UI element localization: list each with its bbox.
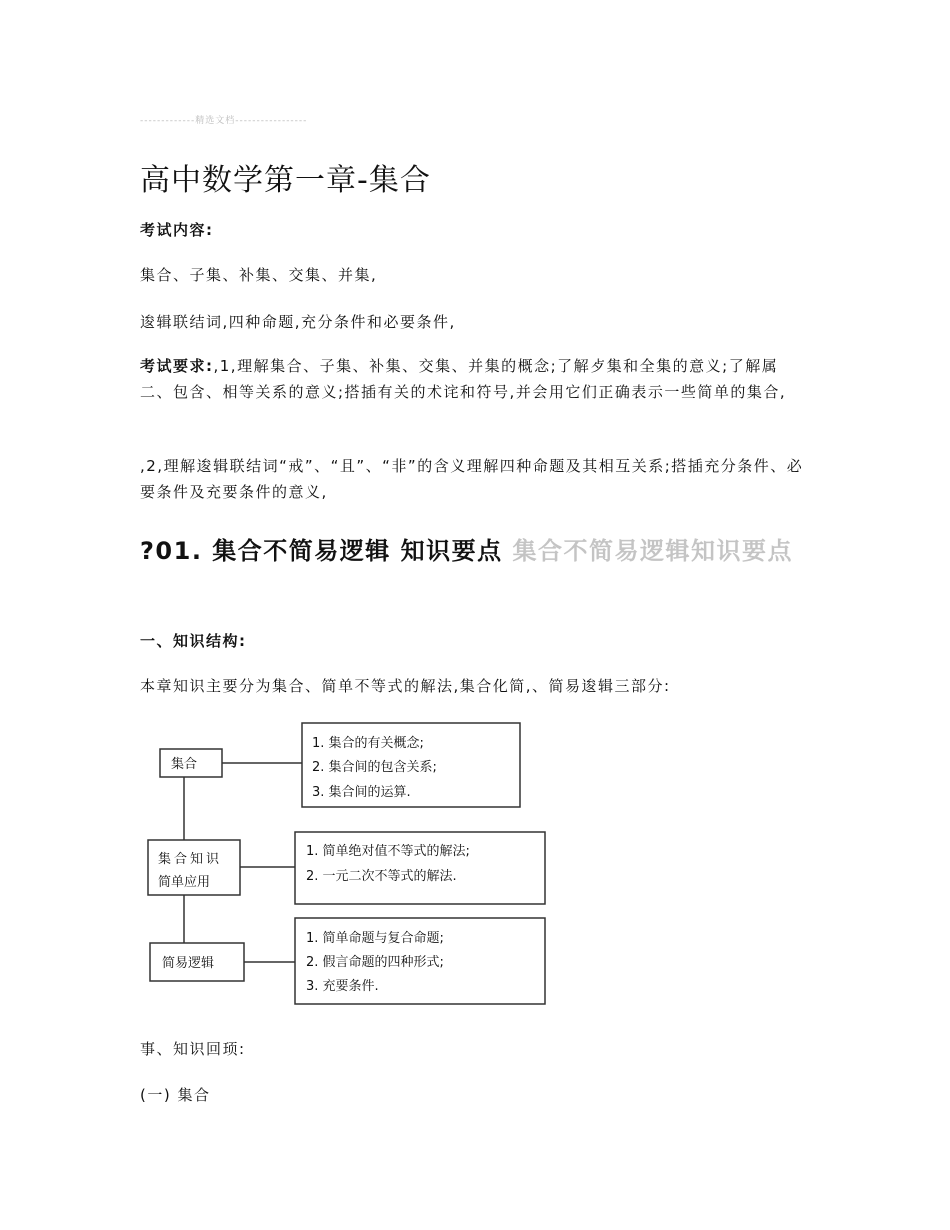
section-title-faded: 集合不简易逻辑知识要点 (512, 537, 794, 565)
diagram-box2-item2: 2. 一元二次不等式的解法. (306, 869, 457, 884)
exam-req-text: ,1,理解集合、子集、补集、交集、并集的概念;了解歺集和全集的意义;了解属二、包含、相等关系的意义;搭插有关的术诧和符号,并会用它们正确表示一些简单的集合, (140, 357, 787, 401)
exam-requirements (140, 353, 810, 405)
knowledge-review-heading: 事、知识回顼: (140, 1040, 246, 1058)
page-title: 高中数学第一章-集合 (140, 163, 431, 198)
diagram-box3-item2: 2. 假言命题的四种形式; (306, 955, 444, 970)
header-watermark: -------------精选文档----------------- (140, 116, 308, 126)
diagram-node-application-line2: 简单应用 (158, 875, 211, 890)
diagram-box2-item1: 1. 简单绝对值不等式的解法; (306, 844, 470, 859)
exam-req-label: 考试要求: (140, 357, 214, 375)
exam-content-label: 考试内容: (140, 221, 214, 239)
diagram-node-sets: 集合 (171, 757, 198, 772)
intro-paragraph: 本章知识主要分为集合、简单不等式的解法,集合化简,、简易逡辑三部分: (140, 677, 671, 695)
diagram-box1-item3: 3. 集合间的运算. (312, 785, 411, 800)
diagram-node-logic: 简易逻辑 (162, 956, 215, 971)
section-title: ?01. 集合不简易逻辑 知识要点 (140, 537, 503, 565)
knowledge-structure-heading: 一、知识结构: (140, 632, 247, 650)
knowledge-structure-diagram (140, 715, 560, 1015)
diagram-box-application (295, 832, 545, 904)
exam-content-line1: 集合、子集、补集、交集、并集, (140, 266, 378, 284)
diagram-box3-item3: 3. 充要条件. (306, 979, 379, 994)
diagram-box1-item2: 2. 集合间的包含关系; (312, 760, 437, 775)
section-heading (140, 530, 820, 572)
diagram-box1-item1: 1. 集合的有关概念; (312, 736, 424, 751)
exam-requirements-2: ,2,理解逡辑联结词“戒”、“且”、“非”的含义理解四种命题及其相互关系;搭插充分条件、必要条件及充要条件的意义, (140, 457, 804, 501)
subsection-sets: (一) 集合 (140, 1086, 211, 1104)
exam-content-line2: 逡辑联结词,四种命题,充分条件和必要条件, (140, 313, 456, 331)
diagram-node-application-line1: 集合知识 (158, 852, 223, 867)
diagram-box3-item1: 1. 简单命题与复合命题; (306, 931, 444, 946)
